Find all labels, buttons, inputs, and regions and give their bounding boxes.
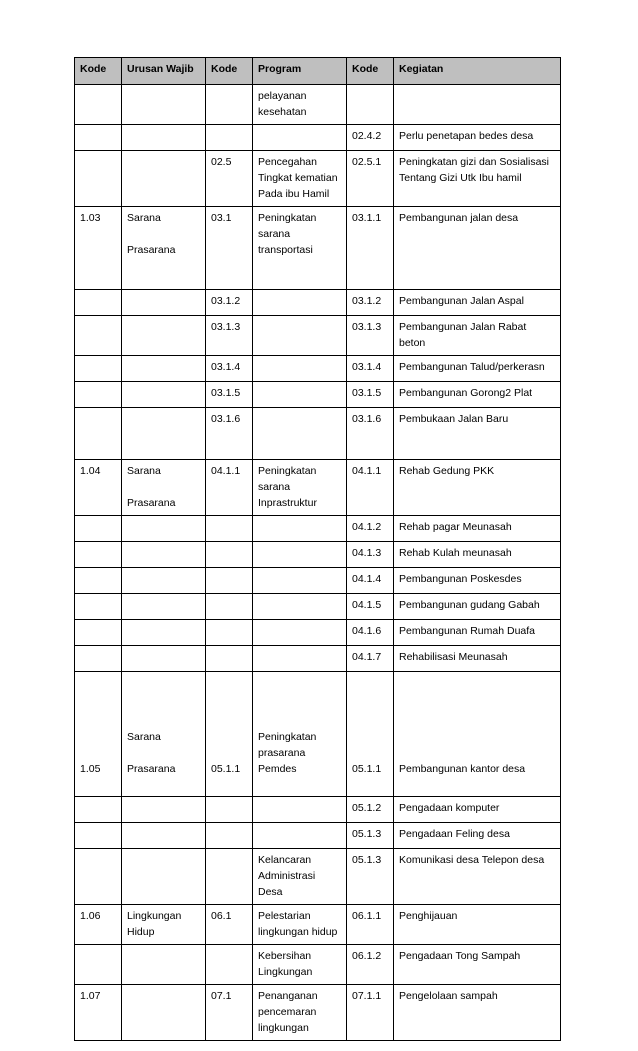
urusan-wajib-cell [122, 945, 206, 985]
kode-urusan-cell: 1.03 [75, 207, 122, 290]
kegiatan-cell: Pembangunan Jalan Aspal [394, 290, 561, 316]
header-program: Program [253, 58, 347, 85]
urusan-wajib-cell [122, 646, 206, 672]
kode-program-cell [206, 568, 253, 594]
kode-urusan-cell [75, 620, 122, 646]
kode-program-cell: 03.1.5 [206, 382, 253, 408]
kegiatan-cell: Rehab Kulah meunasah [394, 542, 561, 568]
urusan-wajib-cell [122, 356, 206, 382]
kode-kegiatan-cell: 04.1.6 [347, 620, 394, 646]
program-cell [253, 797, 347, 823]
kode-program-cell [206, 594, 253, 620]
program-cell [253, 382, 347, 408]
kode-kegiatan-cell: 03.1.5 [347, 382, 394, 408]
kode-program-cell: 03.1.6 [206, 408, 253, 460]
table-row [75, 849, 561, 905]
table-row [75, 316, 561, 356]
kode-kegiatan-cell: 04.1.3 [347, 542, 394, 568]
program-cell [253, 542, 347, 568]
urusan-wajib-cell [122, 516, 206, 542]
kegiatan-cell: Penghijauan [394, 905, 561, 945]
kode-urusan-cell [75, 516, 122, 542]
kegiatan-cell: Pengelolaan sampah [394, 985, 561, 1041]
kode-kegiatan-cell: 05.1.2 [347, 797, 394, 823]
header-kode-urusan: Kode [75, 58, 122, 85]
program-cell [253, 646, 347, 672]
kode-kegiatan-cell: 03.1.2 [347, 290, 394, 316]
table-row [75, 125, 561, 151]
kode-kegiatan-cell: 05.1.1 [347, 672, 394, 797]
kode-program-cell [206, 542, 253, 568]
kegiatan-cell: Pembangunan Rumah Duafa [394, 620, 561, 646]
kode-kegiatan-cell: 04.1.1 [347, 460, 394, 516]
kegiatan-cell: Pembangunan jalan desa [394, 207, 561, 290]
table-row [75, 797, 561, 823]
kode-kegiatan-cell: 05.1.3 [347, 823, 394, 849]
kode-urusan-cell: 1.06 [75, 905, 122, 945]
kegiatan-cell: Pembangunan gudang Gabah [394, 594, 561, 620]
urusan-wajib-cell [122, 382, 206, 408]
table-row [75, 945, 561, 985]
program-cell: Peningkatan prasarana Pemdes [253, 672, 347, 797]
program-cell [253, 408, 347, 460]
kegiatan-cell: Pembukaan Jalan Baru [394, 408, 561, 460]
kode-program-cell: 03.1.3 [206, 316, 253, 356]
urusan-wajib-cell [122, 125, 206, 151]
kode-urusan-cell [75, 356, 122, 382]
kode-program-cell [206, 516, 253, 542]
kode-program-cell [206, 849, 253, 905]
program-cell [253, 620, 347, 646]
kode-program-cell [206, 797, 253, 823]
urusan-wajib-cell [122, 85, 206, 125]
urusan-wajib-cell: Sarana Prasarana [122, 460, 206, 516]
kode-kegiatan-cell: 03.1.3 [347, 316, 394, 356]
kode-urusan-cell [75, 568, 122, 594]
table-row [75, 408, 561, 460]
kegiatan-cell: Perlu penetapan bedes desa [394, 125, 561, 151]
kode-kegiatan-cell [347, 85, 394, 125]
kode-urusan-cell [75, 151, 122, 207]
kode-program-cell [206, 125, 253, 151]
program-cell [253, 125, 347, 151]
kode-urusan-cell [75, 849, 122, 905]
kode-program-cell: 02.5 [206, 151, 253, 207]
program-cell: Pencegahan Tingkat kematian Pada ibu Hamil [253, 151, 347, 207]
urusan-wajib-cell [122, 151, 206, 207]
kode-kegiatan-cell: 04.1.4 [347, 568, 394, 594]
kode-kegiatan-cell: 02.5.1 [347, 151, 394, 207]
kode-urusan-cell: 1.07 [75, 985, 122, 1041]
kode-urusan-cell [75, 823, 122, 849]
program-cell [253, 290, 347, 316]
table-row [75, 594, 561, 620]
kode-kegiatan-cell: 07.1.1 [347, 985, 394, 1041]
program-cell [253, 568, 347, 594]
kode-kegiatan-cell: 05.1.3 [347, 849, 394, 905]
kode-urusan-cell [75, 408, 122, 460]
kode-kegiatan-cell: 06.1.1 [347, 905, 394, 945]
kode-urusan-cell [75, 382, 122, 408]
kode-kegiatan-cell: 06.1.2 [347, 945, 394, 985]
kode-kegiatan-cell: 04.1.2 [347, 516, 394, 542]
urusan-wajib-cell [122, 985, 206, 1041]
urusan-wajib-cell [122, 849, 206, 905]
table-row [75, 85, 561, 125]
kode-urusan-cell [75, 594, 122, 620]
kegiatan-cell: Pengadaan Tong Sampah [394, 945, 561, 985]
header-kegiatan: Kegiatan [394, 58, 561, 85]
kode-urusan-cell [75, 316, 122, 356]
program-cell: Peningkatan sarana Inprastruktur [253, 460, 347, 516]
table-row [75, 356, 561, 382]
urusan-wajib-cell: Sarana Prasarana [122, 672, 206, 797]
header-kode-kegiatan: Kode [347, 58, 394, 85]
kode-urusan-cell: 1.04 [75, 460, 122, 516]
kode-kegiatan-cell: 04.1.5 [347, 594, 394, 620]
header-kode-program: Kode [206, 58, 253, 85]
table-row [75, 516, 561, 542]
kegiatan-cell: Pengadaan komputer [394, 797, 561, 823]
table-row [75, 151, 561, 207]
activity-table [74, 57, 561, 1041]
kode-program-cell: 04.1.1 [206, 460, 253, 516]
kode-kegiatan-cell: 04.1.7 [347, 646, 394, 672]
urusan-wajib-cell: Sarana Prasarana [122, 207, 206, 290]
kegiatan-cell: Komunikasi desa Telepon desa [394, 849, 561, 905]
kode-program-cell [206, 945, 253, 985]
table-row [75, 905, 561, 945]
kegiatan-cell: Rehab Gedung PKK [394, 460, 561, 516]
kode-urusan-cell [75, 945, 122, 985]
kode-program-cell: 05.1.1 [206, 672, 253, 797]
kegiatan-cell: Rehabilisasi Meunasah [394, 646, 561, 672]
kegiatan-cell: Pembangunan Talud/perkerasn [394, 356, 561, 382]
program-cell: Pelestarian lingkungan hidup [253, 905, 347, 945]
table-row [75, 290, 561, 316]
kode-program-cell [206, 85, 253, 125]
kode-kegiatan-cell: 03.1.4 [347, 356, 394, 382]
kode-program-cell: 07.1 [206, 985, 253, 1041]
program-cell: Peningkatan sarana transportasi [253, 207, 347, 290]
table-row [75, 985, 561, 1041]
table-row [75, 542, 561, 568]
kode-program-cell: 06.1 [206, 905, 253, 945]
table-row [75, 646, 561, 672]
program-cell: pelayanan kesehatan [253, 85, 347, 125]
table-row [75, 568, 561, 594]
program-cell [253, 594, 347, 620]
urusan-wajib-cell [122, 542, 206, 568]
table-row [75, 823, 561, 849]
program-cell [253, 823, 347, 849]
kode-program-cell [206, 620, 253, 646]
table-row [75, 620, 561, 646]
program-cell: Penanganan pencemaran lingkungan [253, 985, 347, 1041]
kegiatan-cell [394, 85, 561, 125]
table-row [75, 382, 561, 408]
kode-program-cell: 03.1.2 [206, 290, 253, 316]
urusan-wajib-cell [122, 823, 206, 849]
kode-program-cell: 03.1.4 [206, 356, 253, 382]
table-body [75, 85, 561, 1041]
kode-kegiatan-cell: 03.1.1 [347, 207, 394, 290]
program-cell: Kelancaran Administrasi Desa [253, 849, 347, 905]
program-cell [253, 516, 347, 542]
kegiatan-cell: Pembangunan Jalan Rabat beton [394, 316, 561, 356]
header-row [75, 58, 561, 85]
kode-program-cell: 03.1 [206, 207, 253, 290]
kegiatan-cell: Pembangunan Poskesdes [394, 568, 561, 594]
urusan-wajib-cell [122, 594, 206, 620]
kode-urusan-cell [75, 797, 122, 823]
program-cell [253, 356, 347, 382]
table-row [75, 460, 561, 516]
urusan-wajib-cell [122, 408, 206, 460]
header-urusan-wajib: Urusan Wajib [122, 58, 206, 85]
kegiatan-cell: Peningkatan gizi dan Sosialisasi Tentang Gizi Utk Ibu hamil [394, 151, 561, 207]
urusan-wajib-cell [122, 797, 206, 823]
table-row [75, 672, 561, 797]
program-cell [253, 316, 347, 356]
table-row [75, 207, 561, 290]
kegiatan-cell: Pembangunan kantor desa [394, 672, 561, 797]
kode-urusan-cell: 1.05 [75, 672, 122, 797]
kode-kegiatan-cell: 03.1.6 [347, 408, 394, 460]
urusan-wajib-cell [122, 316, 206, 356]
urusan-wajib-cell: Lingkungan Hidup [122, 905, 206, 945]
kode-urusan-cell [75, 542, 122, 568]
kode-urusan-cell [75, 85, 122, 125]
kegiatan-cell: Rehab pagar Meunasah [394, 516, 561, 542]
urusan-wajib-cell [122, 290, 206, 316]
kode-program-cell [206, 823, 253, 849]
kode-program-cell [206, 646, 253, 672]
kode-urusan-cell [75, 290, 122, 316]
urusan-wajib-cell [122, 620, 206, 646]
kegiatan-cell: Pengadaan Feling desa [394, 823, 561, 849]
kegiatan-cell: Pembangunan Gorong2 Plat [394, 382, 561, 408]
urusan-wajib-cell [122, 568, 206, 594]
kode-kegiatan-cell: 02.4.2 [347, 125, 394, 151]
program-cell: Kebersihan Lingkungan [253, 945, 347, 985]
kode-urusan-cell [75, 646, 122, 672]
kode-urusan-cell [75, 125, 122, 151]
